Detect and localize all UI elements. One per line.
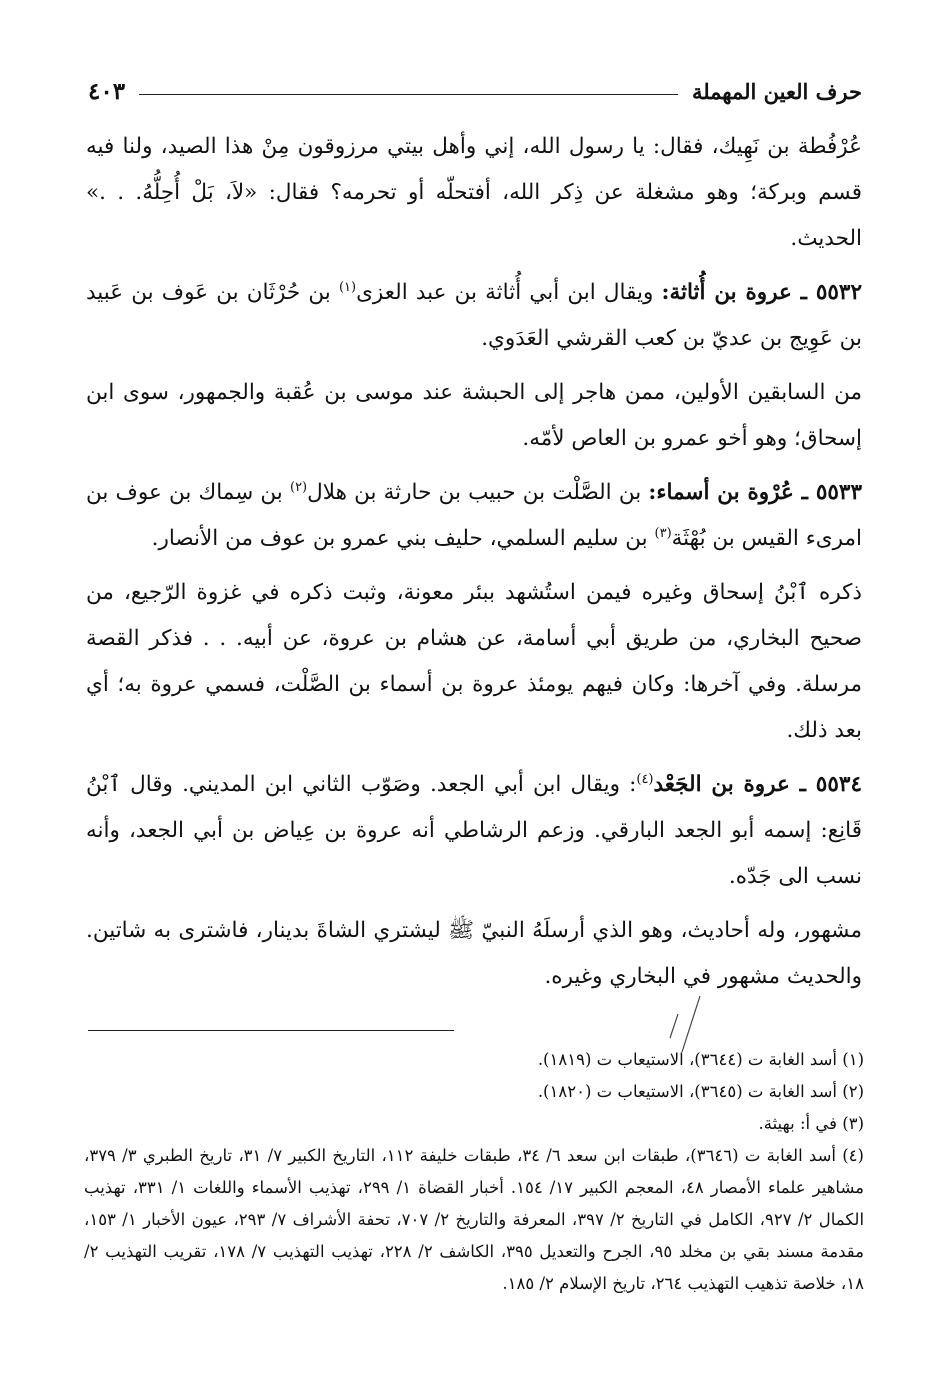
footnote-ref: (٢) <box>289 479 308 495</box>
entry-heading: ٥٥٣٢ ـ عروة بن أُثاثة: <box>661 280 863 305</box>
footnote-ref: (٤) <box>636 771 654 787</box>
footnote: (٣) في أ: بهيثة. <box>758 1114 864 1133</box>
running-title: حرف العين المهملة <box>691 78 862 104</box>
header-rule <box>139 94 678 95</box>
footnotes <box>84 1044 864 1300</box>
footnote-ref: (٣) <box>654 525 672 541</box>
running-header <box>88 74 862 108</box>
paragraph: ذكره ٱبْنُ إسحاق وغيره فيمن استُشهد ببئر معونة، وثبت ذكره في غزوة الرّجيع، من صحيح البخاري، من طريق أبي أسامة، عن هشام بن عروة، عن أبيه. . . فذكر القصة مرسلة. وفي آخرها: وكان فيهم يومئذ عروة بن أسماء بن الصَّلْت، فسمي عروة به؛ أي بعد ذلك. <box>86 580 862 743</box>
footnote: (١) أسد الغابة ت (٣٦٤٤)، الاستيعاب ت (١٨١٩). <box>537 1050 864 1069</box>
footnote-ref: (١) <box>338 279 357 295</box>
entry-heading: ٥٥٣٤ ـ عروة بن الجَعْد <box>653 772 862 797</box>
paragraph: من السابقين الأولين، ممن هاجر إلى الحبشة عند موسى بن عُقبة والجمهور، سوى ابن إسحاق؛ وهو أخو عمرو بن العاص لأمّه. <box>86 380 862 451</box>
footnote: (٤) أسد الغابة ت (٣٦٤٦)، طبقات ابن سعد ٦/ ٣٤، طبقات خليفة ١١٢، التاريخ الكبير ٧/ ٣١، تاريخ الطبري ٣/ ٣٧٩، مشاهير علماء الأمصار ٤٨، المعجم الكبير ١٧/ ١٥٤. أخبار القضاة ١/ ٢٩٩، تهذيب الأسماء واللغات ١/ ٣٣١، تهذيب الكمال ٢/ ٩٢٧، الكامل في التاريخ ٢/ ٣٩٧، المعرفة والتاريخ ٢/ ٧٠٧، تحفة الأشراف ٧/ ٢٩٣، عيون الأخبار ١/ ١٥٣، مقدمة مسند بقي بن مخلد ٩٥، الجرح والتعديل ٣٩٥، الكاشف ٢/ ٢٢٨، تهذيب التهذيب ٧/ ١٧٨، تقريب التهذيب ٢/ ١٨، خلاصة تذهيب التهذيب ٢٦٤، تاريخ الإسلام ٢/ ١٨٥. <box>84 1146 865 1293</box>
entry-5534: ٥٥٣٤ ـ عروة بن الجَعْد$^{(٤)}$: ويقال ابن أبي الجعد. وصَوّب الثاني ابن المديني. وقال ٱبْنُ قَانِع: إسمه أبو الجعد البارقي. وزعم الرشاطي أنه عروة بن عِياض بن أبي الجعد، وأنه نسب الى جَدّه. <box>86 771 862 889</box>
main-text <box>86 124 862 1008</box>
page-number: ٤٠٣ <box>88 77 126 105</box>
paragraph: عُرْفُطة بن نَهِيك، فقال: يا رسول الله، إني وأهل بيتي مرزوقون مِنْ هذا الصيد، ولنا فيه قسم وبركة؛ وهو مشغلة عن ذِكر الله، أفتحلّه أو تحرمه؟ فقال: «لاَ، بَلْ أُحِلُّهُ. . .» الحديث. <box>86 134 862 251</box>
paragraph: مشهور، وله أحاديث، وهو الذي أرسلَهُ النبيّ ﷺ ليشتري الشاةَ بدينار، فاشترى به شاتين. والحديث مشهور في البخاري وغيره. <box>86 918 862 989</box>
entry-heading: ٥٥٣٣ ـ عُرْوة بن أسماء: <box>648 480 863 505</box>
footnote-separator <box>88 1030 454 1031</box>
entry-5533: ٥٥٣٣ ـ عُرْوة بن أسماء: بن الصَّلْت بن حبيب بن حارثة بن هلال$^{(٢)}$ بن سِماك بن عوف بن امرىء القيس بن بُهْثَة$^{(٣)}$ بن سليم السلمي، حليف بني عمرو بن عوف من الأنصار. <box>86 479 863 551</box>
entry-5532: ٥٥٣٢ ـ عروة بن أُثاثة: ويقال ابن أبي أُثاثة بن عبد العزى$^{(١)}$ بن حُرْثَان بن عَوف بن عَبيد بن عَوِيج بن عديّ بن كعب القرشي العَدَوي. <box>86 279 863 351</box>
footnote: (٢) أسد الغابة ت (٣٦٤٥)، الاستيعاب ت (١٨٢٠). <box>537 1082 864 1101</box>
